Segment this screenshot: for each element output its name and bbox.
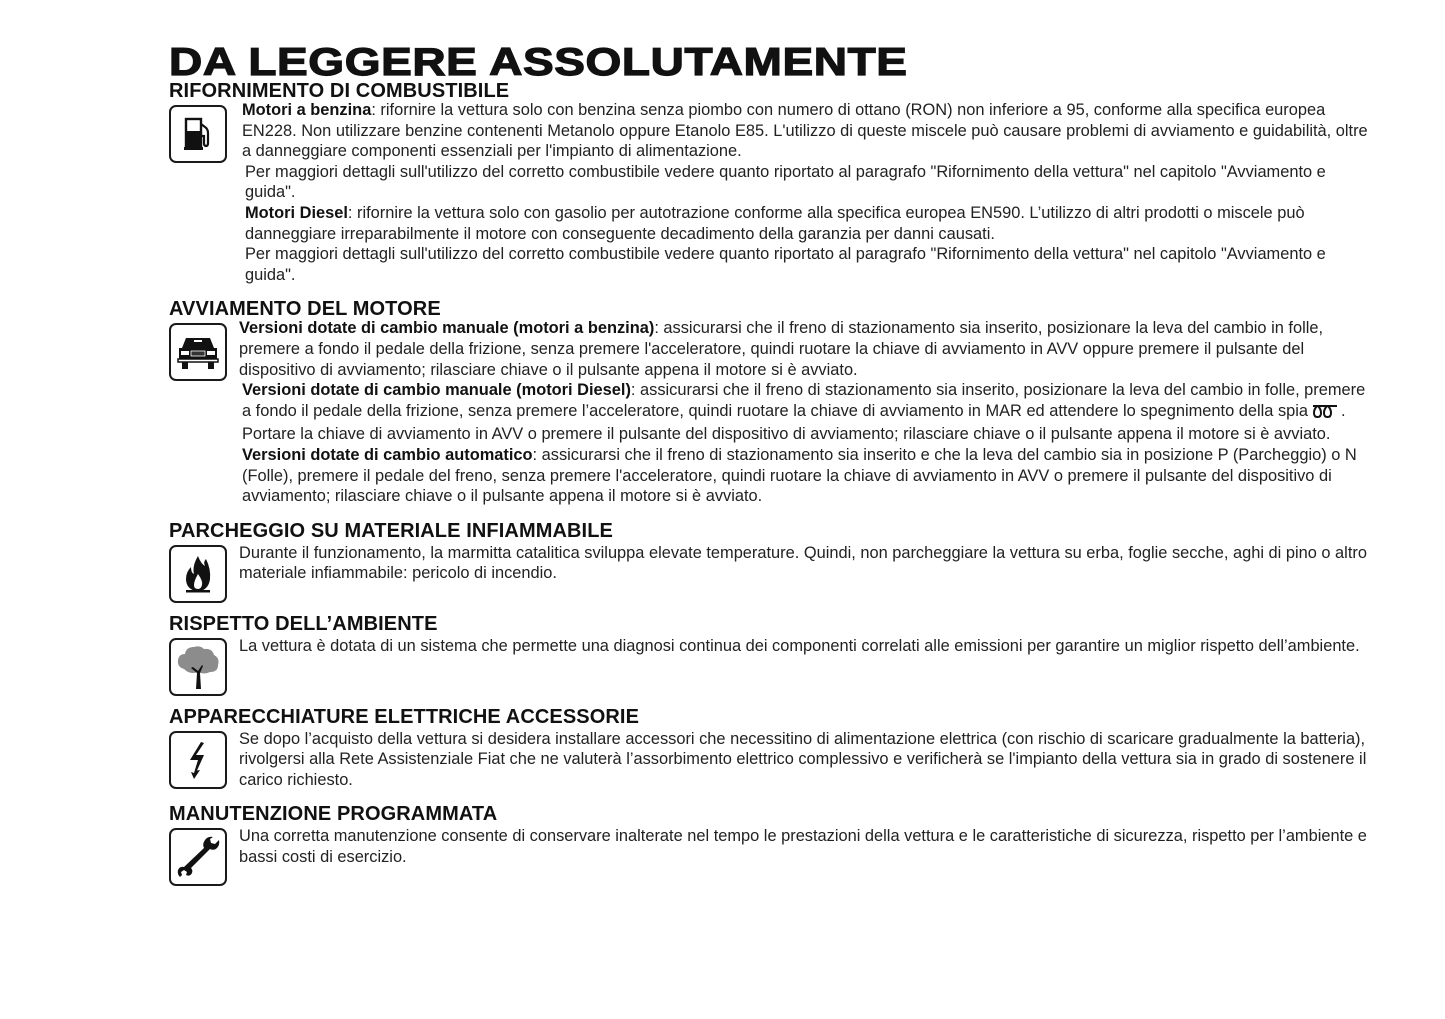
page-title: DA LEGGERE ASSOLUTAMENTE	[169, 41, 908, 84]
paragraph-maintenance: Una corretta manutenzione consente di conservare inalterate nel tempo le prestazioni della vettura e le caratteristiche di sicurezza, rispetto per l’ambiente e bassi costi di esercizio.	[239, 827, 1367, 867]
car-front-icon	[169, 323, 227, 381]
paragraph-diesel: Motori Diesel: rifornire la vettura solo con gasolio per autotrazione conforme alla specifica europea EN590. L’utilizzo di altri prodotti o miscele può danneggiare irreparabilmente il motore con conseguente decadimento della garanzia per danni causati.	[245, 203, 1305, 243]
section-scheduled-maintenance	[169, 803, 1369, 886]
paragraph-diesel-reference: Per maggiori dettagli sull'utilizzo del corretto combustibile vedere quanto riportato al paragrafo "Rifornimento della vettura" nel capitolo "Avviamento e guida".	[245, 245, 1326, 284]
paragraph-electrical: Se dopo l’acquisto della vettura si desidera installare accessori che necessitino di alimentazione elettrica (con rischio di scaricare gradualmente la batteria), rivolgersi alla Rete Assistenziale Fiat che ne valuterà l’assorbimento elettrico complessivo e verificherà se l'impianto della vettura sia in grado di sostenere il carico richiesto.	[239, 729, 1367, 789]
section-engine-start	[169, 298, 1369, 506]
paragraph-manual-diesel: Versioni dotate di cambio manuale (motori Diesel): assicurarsi che il freno di stazionamento sia inserito, posizionare la leva del cambio in folle, premere a fondo il pedale della frizione, senza premere l’acceleratore, quindi ruotare la chiave di avviamento in MAR ed attendere lo spegnimento della spia . Portare la chiave di avviamento in AVV o premere il pulsante del dispositivo di avviamento; rilasciare chiave o il pulsante appena il motore si è avviato.	[242, 381, 1366, 444]
paragraph-environment: La vettura è dotata di un sistema che permette una diagnosi continua dei componenti correlati alle emissioni per garantire un miglior rispetto dell’ambiente.	[239, 636, 1360, 655]
document-page	[169, 41, 1369, 886]
paragraph-automatic: Versioni dotate di cambio automatico: assicurarsi che il freno di stazionamento sia inserito e che la leva del cambio sia in posizione P (Parcheggio) o N (Folle), premere il pedale del freno, senza premere l'acceleratore, quindi ruotare la chiave di avviamento in AVV o premere il pulsante del dispositivo di avviamento; rilasciare chiave o il pulsante appena il motore si è avviato.	[242, 445, 1357, 506]
paragraph-heading: Versioni dotate di cambio manuale (motori a benzina)	[239, 319, 655, 338]
paragraph-parking: Durante il funzionamento, la marmitta catalitica sviluppa elevate temperature. Quindi, non parcheggiare la vettura su erba, foglie secche, aghi di pino o altro materiale infiammabile: pericolo di incendio.	[239, 543, 1367, 583]
section-parking-flammable	[169, 520, 1369, 603]
section-environment	[169, 613, 1369, 696]
paragraph-petrol-reference: Per maggiori dettagli sull'utilizzo del corretto combustibile vedere quanto riportato al paragrafo "Rifornimento della vettura" nel capitolo "Avviamento e guida".	[245, 162, 1326, 202]
section-title: MANUTENZIONE PROGRAMMATA	[169, 803, 498, 826]
paragraph-heading: Motori Diesel	[245, 203, 348, 222]
paragraph-heading: Versioni dotate di cambio manuale (motori Diesel)	[242, 381, 631, 400]
lightning-bolt-icon	[169, 731, 227, 789]
section-title: RISPETTO DELL’AMBIENTE	[169, 612, 438, 635]
paragraph-manual-petrol: Versioni dotate di cambio manuale (motori a benzina): assicurarsi che il freno di stazionamento sia inserito, posizionare la leva del cambio in folle, premere a fondo il pedale della frizione, senza premere l'acceleratore, quindi ruotare la chiave di avviamento in AVV oppure premere il pulsante del dispositivo di avviamento; rilasciare chiave o il pulsante appena il motore si è avviato.	[239, 319, 1324, 379]
section-electrical-accessories	[169, 706, 1369, 791]
section-title: RIFORNIMENTO DI COMBUSTIBILE	[169, 80, 510, 102]
flame-icon	[169, 545, 227, 603]
tree-icon	[169, 638, 227, 696]
section-title: AVVIAMENTO DEL MOTORE	[169, 298, 441, 321]
section-refuelling	[169, 80, 1369, 285]
fuel-pump-icon	[169, 105, 227, 163]
paragraph-heading: Motori a benzina	[242, 101, 372, 119]
paragraph-petrol: Motori a benzina: rifornire la vettura solo con benzina senza piombo con numero di ottano (RON) non inferiore a 95, conforme alla specifica europea EN228. Non utilizzare benzine contenenti Metanolo oppure Etanolo E85. L'utilizzo di queste miscele può causare problemi di avviamento e guidabilità, oltre a danneggiare componenti essenziali per l'impianto di alimentazione.	[242, 101, 1368, 161]
wrench-icon	[169, 828, 227, 886]
section-title: APPARECCHIATURE ELETTRICHE ACCESSORIE	[169, 705, 640, 728]
section-title: PARCHEGGIO SU MATERIALE INFIAMMABILE	[169, 519, 613, 542]
glow-plug-warning-icon	[1311, 403, 1339, 425]
paragraph-heading: Versioni dotate di cambio automatico	[242, 445, 533, 464]
